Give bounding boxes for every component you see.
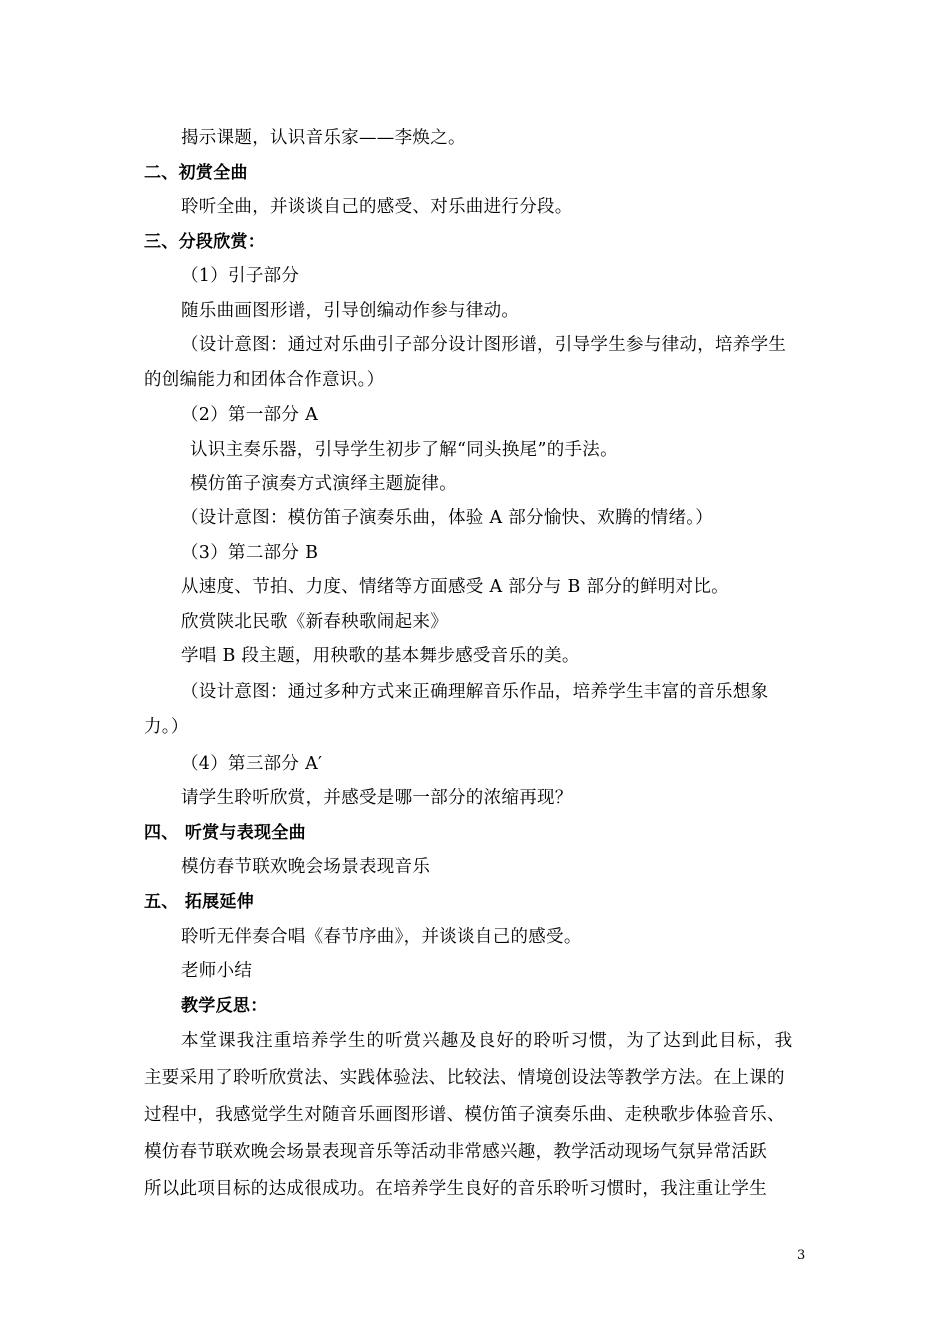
text-line: 模仿春节联欢晚会场景表现音乐	[181, 857, 431, 877]
text-line: 认识主奏乐器，引导学生初步了解“同头换尾”的手法。	[190, 440, 618, 460]
text-line: （3）第二部分 B	[181, 543, 319, 563]
text-line: 过程中，我感觉学生对随音乐画图形谱、模仿笛子演奏乐曲、走秧歌步体验音乐、	[144, 1105, 785, 1125]
text-line: （设计意图：通过对乐曲引子部分设计图形谱，引导学生参与律动，培养学生	[181, 335, 787, 355]
text-line: 所以此项目标的达成很成功。在培养学生良好的音乐聆听习惯时，我注重让学生	[144, 1179, 767, 1199]
text-line: 聆听无伴奏合唱《春节序曲》，并谈谈自己的感受。	[181, 927, 582, 947]
text-line: 本堂课我注重培养学生的听赏兴趣及良好的聆听习惯，为了达到此目标，我	[181, 1031, 794, 1051]
text-line: 模仿春节联欢晚会场景表现音乐等活动非常感兴趣，教学活动现场气氛异常活跃	[144, 1142, 767, 1162]
text-line: 聆听全曲，并谈谈自己的感受、对乐曲进行分段。	[181, 197, 573, 217]
text-line: 欣赏陕北民歌《新春秧歌闹起来》	[181, 612, 448, 632]
text-line: 揭示课题，认识音乐家——李焕之。	[181, 128, 466, 148]
text-line: 从速度、节拍、力度、情绪等方面感受 A 部分与 B 部分的鲜明对比。	[181, 577, 729, 597]
text-line: （设计意图：通过多种方式来正确理解音乐作品，培养学生丰富的音乐想象	[181, 682, 769, 702]
text-line: 老师小结	[181, 961, 253, 981]
section-heading: 三、分段欣赏：	[144, 232, 266, 252]
text-line: （2）第一部分 A	[181, 405, 319, 425]
section-heading: 五、 拓展延伸	[144, 892, 255, 912]
text-line: 力。）	[144, 717, 189, 737]
text-line: （设计意图：模仿笛子演奏乐曲，体验 A 部分愉快、欢腾的情绪。）	[181, 508, 714, 528]
text-line: （1）引子部分	[181, 266, 300, 286]
text-line: 随乐曲画图形谱，引导创编动作参与律动。	[181, 301, 520, 321]
text-line: （4）第三部分 A′	[181, 754, 323, 774]
text-line: 主要采用了聆听欣赏法、实践体验法、比较法、情境创设法等教学方法。在上课的	[144, 1068, 785, 1088]
text-line: 模仿笛子演奏方式演绎主题旋律。	[190, 474, 457, 494]
reflection-heading: 教学反思：	[181, 996, 268, 1016]
text-line: 的创编能力和团体合作意识。）	[144, 370, 385, 390]
section-heading: 二、初赏全曲	[144, 163, 248, 183]
page-number: 3	[797, 1248, 806, 1263]
text-line: 请学生聆听欣赏，并感受是哪一部分的浓缩再现？	[181, 788, 573, 808]
text-line: 学唱 B 段主题，用秧歌的基本舞步感受音乐的美。	[181, 646, 580, 666]
section-heading: 四、 听赏与表现全曲	[144, 823, 306, 843]
